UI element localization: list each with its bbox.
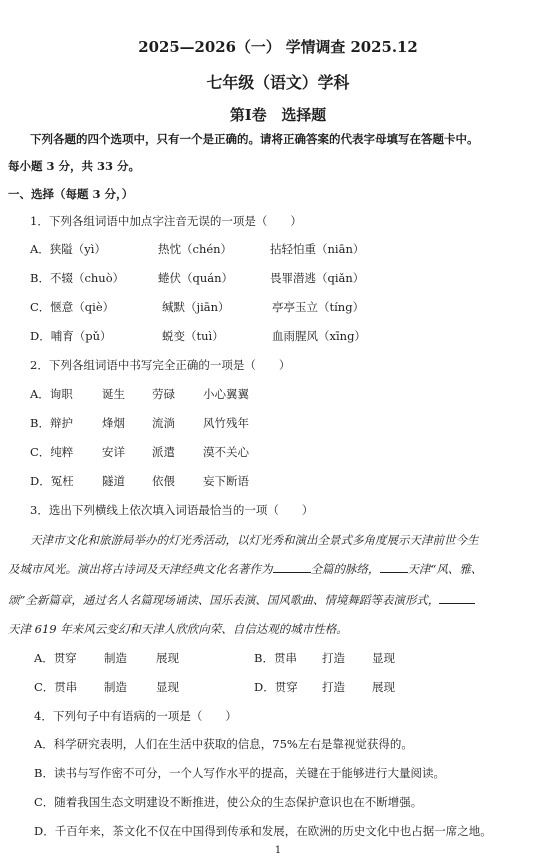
q1-option-c-1: C．惬意（qiè）	[30, 300, 115, 314]
q1-option-b-2: 蜷伏（quán）	[158, 271, 234, 285]
q2-option-c-3: 派遣	[152, 445, 175, 459]
q3-passage-line-3-text: 颂”全新篇章，通过名人名篇现场诵读、国乐表演、国风歌曲、情境舞蹈等表演形式，	[8, 593, 440, 607]
q2-option-a-3: 劳碌	[152, 387, 175, 401]
page-number: 1	[274, 845, 282, 856]
q1-option-d-2: 蜕变（tuì）	[162, 329, 224, 343]
q2-option-a-1: A．询职	[30, 387, 73, 401]
q3-option-b-1: B．贯串	[254, 651, 297, 665]
q2-option-b-2: 烽烟	[102, 416, 125, 430]
q2-option-d-3: 依偎	[152, 474, 175, 488]
q3-passage-line-1: 天津市文化和旅游局举办的灯光秀活动，以灯光秀和演出全景式多角度展示天津前世今生	[30, 533, 479, 547]
q2-option-b-1: B．辩护	[30, 416, 73, 430]
q3-option-d-1: D．贯穿	[254, 680, 298, 694]
q4-option-a: A．科学研究表明，人们在生活中获取的信息，75%左右是靠视觉获得的。	[34, 737, 413, 751]
q1-option-a-2: 热忱（chén）	[158, 242, 233, 256]
q3-option-a-1: A．贯穿	[34, 651, 77, 665]
q3-option-b-3: 显现	[372, 651, 395, 665]
q1-option-a-1: A．狭隘（yì）	[30, 242, 106, 256]
q2-option-b-4: 风竹残年	[203, 416, 249, 430]
exam-title: 2025—2026（一） 学情调查 2025.12	[138, 38, 418, 56]
q3-passage-line-4: 天津 619 年来风云变幻和天津人欣欣向荣、自信达观的城市性格。	[8, 622, 348, 636]
q1-option-c-3: 亭亭玉立（tíng）	[272, 300, 365, 314]
q2-option-d-1: D．冤枉	[30, 474, 74, 488]
q3-option-b-2: 打造	[322, 651, 345, 665]
q4-stem: 4．下列句子中有语病的一项是（ ）	[34, 709, 237, 723]
q3-option-c-1: C．贯串	[34, 680, 78, 694]
q2-option-d-2: 隧道	[102, 474, 125, 488]
q1-option-d-1: D．哺育（pǔ）	[30, 329, 112, 343]
instructions-line-1: 下列各题的四个选项中，只有一个是正确的。请将正确答案的代表字母填写在答题卡中。	[30, 132, 479, 146]
q2-option-b-3: 流淌	[152, 416, 175, 430]
q3-passage-line-2-part-b: 全篇的脉络，	[310, 562, 380, 576]
q2-option-a-4: 小心翼翼	[203, 387, 249, 401]
q1-option-d-3: 血雨腥风（xīng）	[272, 329, 366, 343]
q1-option-b-1: B．不辍（chuò）	[30, 271, 125, 285]
q3-option-c-2: 制造	[104, 680, 127, 694]
q2-option-c-1: C．纯粹	[30, 445, 74, 459]
q3-option-d-3: 展现	[372, 680, 395, 694]
section-title: 一、选择（每题 3 分，）	[8, 187, 134, 201]
q4-option-c: C．随着我国生态文明建设不断推进，使公众的生态保护意识也在不断增强。	[34, 795, 423, 809]
q3-blank-2	[380, 562, 408, 573]
q4-option-d: D．千百年来，茶文化不仅在中国得到传承和发展，在欧洲的历史文化中也占据一席之地。	[34, 824, 492, 838]
q3-passage-line-2-part-c: 天津“风、雅、	[407, 562, 483, 576]
q3-passage-line-2	[8, 561, 482, 577]
q3-option-a-3: 展现	[156, 651, 179, 665]
q2-option-c-4: 漠不关心	[203, 445, 249, 459]
q2-option-a-2: 诞生	[102, 387, 125, 401]
q4-option-b: B．读书与写作密不可分，一个人写作水平的提高，关键在于能够进行大量阅读。	[34, 766, 445, 780]
q3-passage-line-3	[8, 592, 475, 608]
q1-option-c-2: 缄默（jiān）	[162, 300, 230, 314]
q1-option-a-3: 拈轻怕重（niān）	[270, 242, 365, 256]
part-title: 第Ⅰ卷 选择题	[229, 106, 327, 124]
instructions-line-2: 每小题 3 分，共 33 分。	[8, 159, 141, 173]
q3-option-d-2: 打造	[322, 680, 345, 694]
q3-option-c-3: 显现	[156, 680, 179, 694]
q3-option-a-2: 制造	[104, 651, 127, 665]
q3-stem: 3．选出下列横线上依次填入词语最恰当的一项（ ）	[30, 503, 314, 517]
q3-passage-line-2-part-a: 及城市风光。演出将古诗词及天津经典文化名著作为	[8, 562, 273, 576]
q1-stem: 1．下列各组词语中加点字注音无误的一项是（ ）	[30, 214, 302, 228]
q3-blank-3	[439, 593, 475, 604]
subject-title: 七年级（语文）学科	[206, 73, 350, 92]
q2-stem: 2．下列各组词语中书写完全正确的一项是（ ）	[30, 358, 291, 372]
q2-option-c-2: 安详	[102, 445, 125, 459]
q1-option-b-3: 畏罪潜逃（qiǎn）	[270, 271, 365, 285]
q2-option-d-4: 妄下断语	[203, 474, 249, 488]
q3-blank-1	[273, 562, 311, 573]
